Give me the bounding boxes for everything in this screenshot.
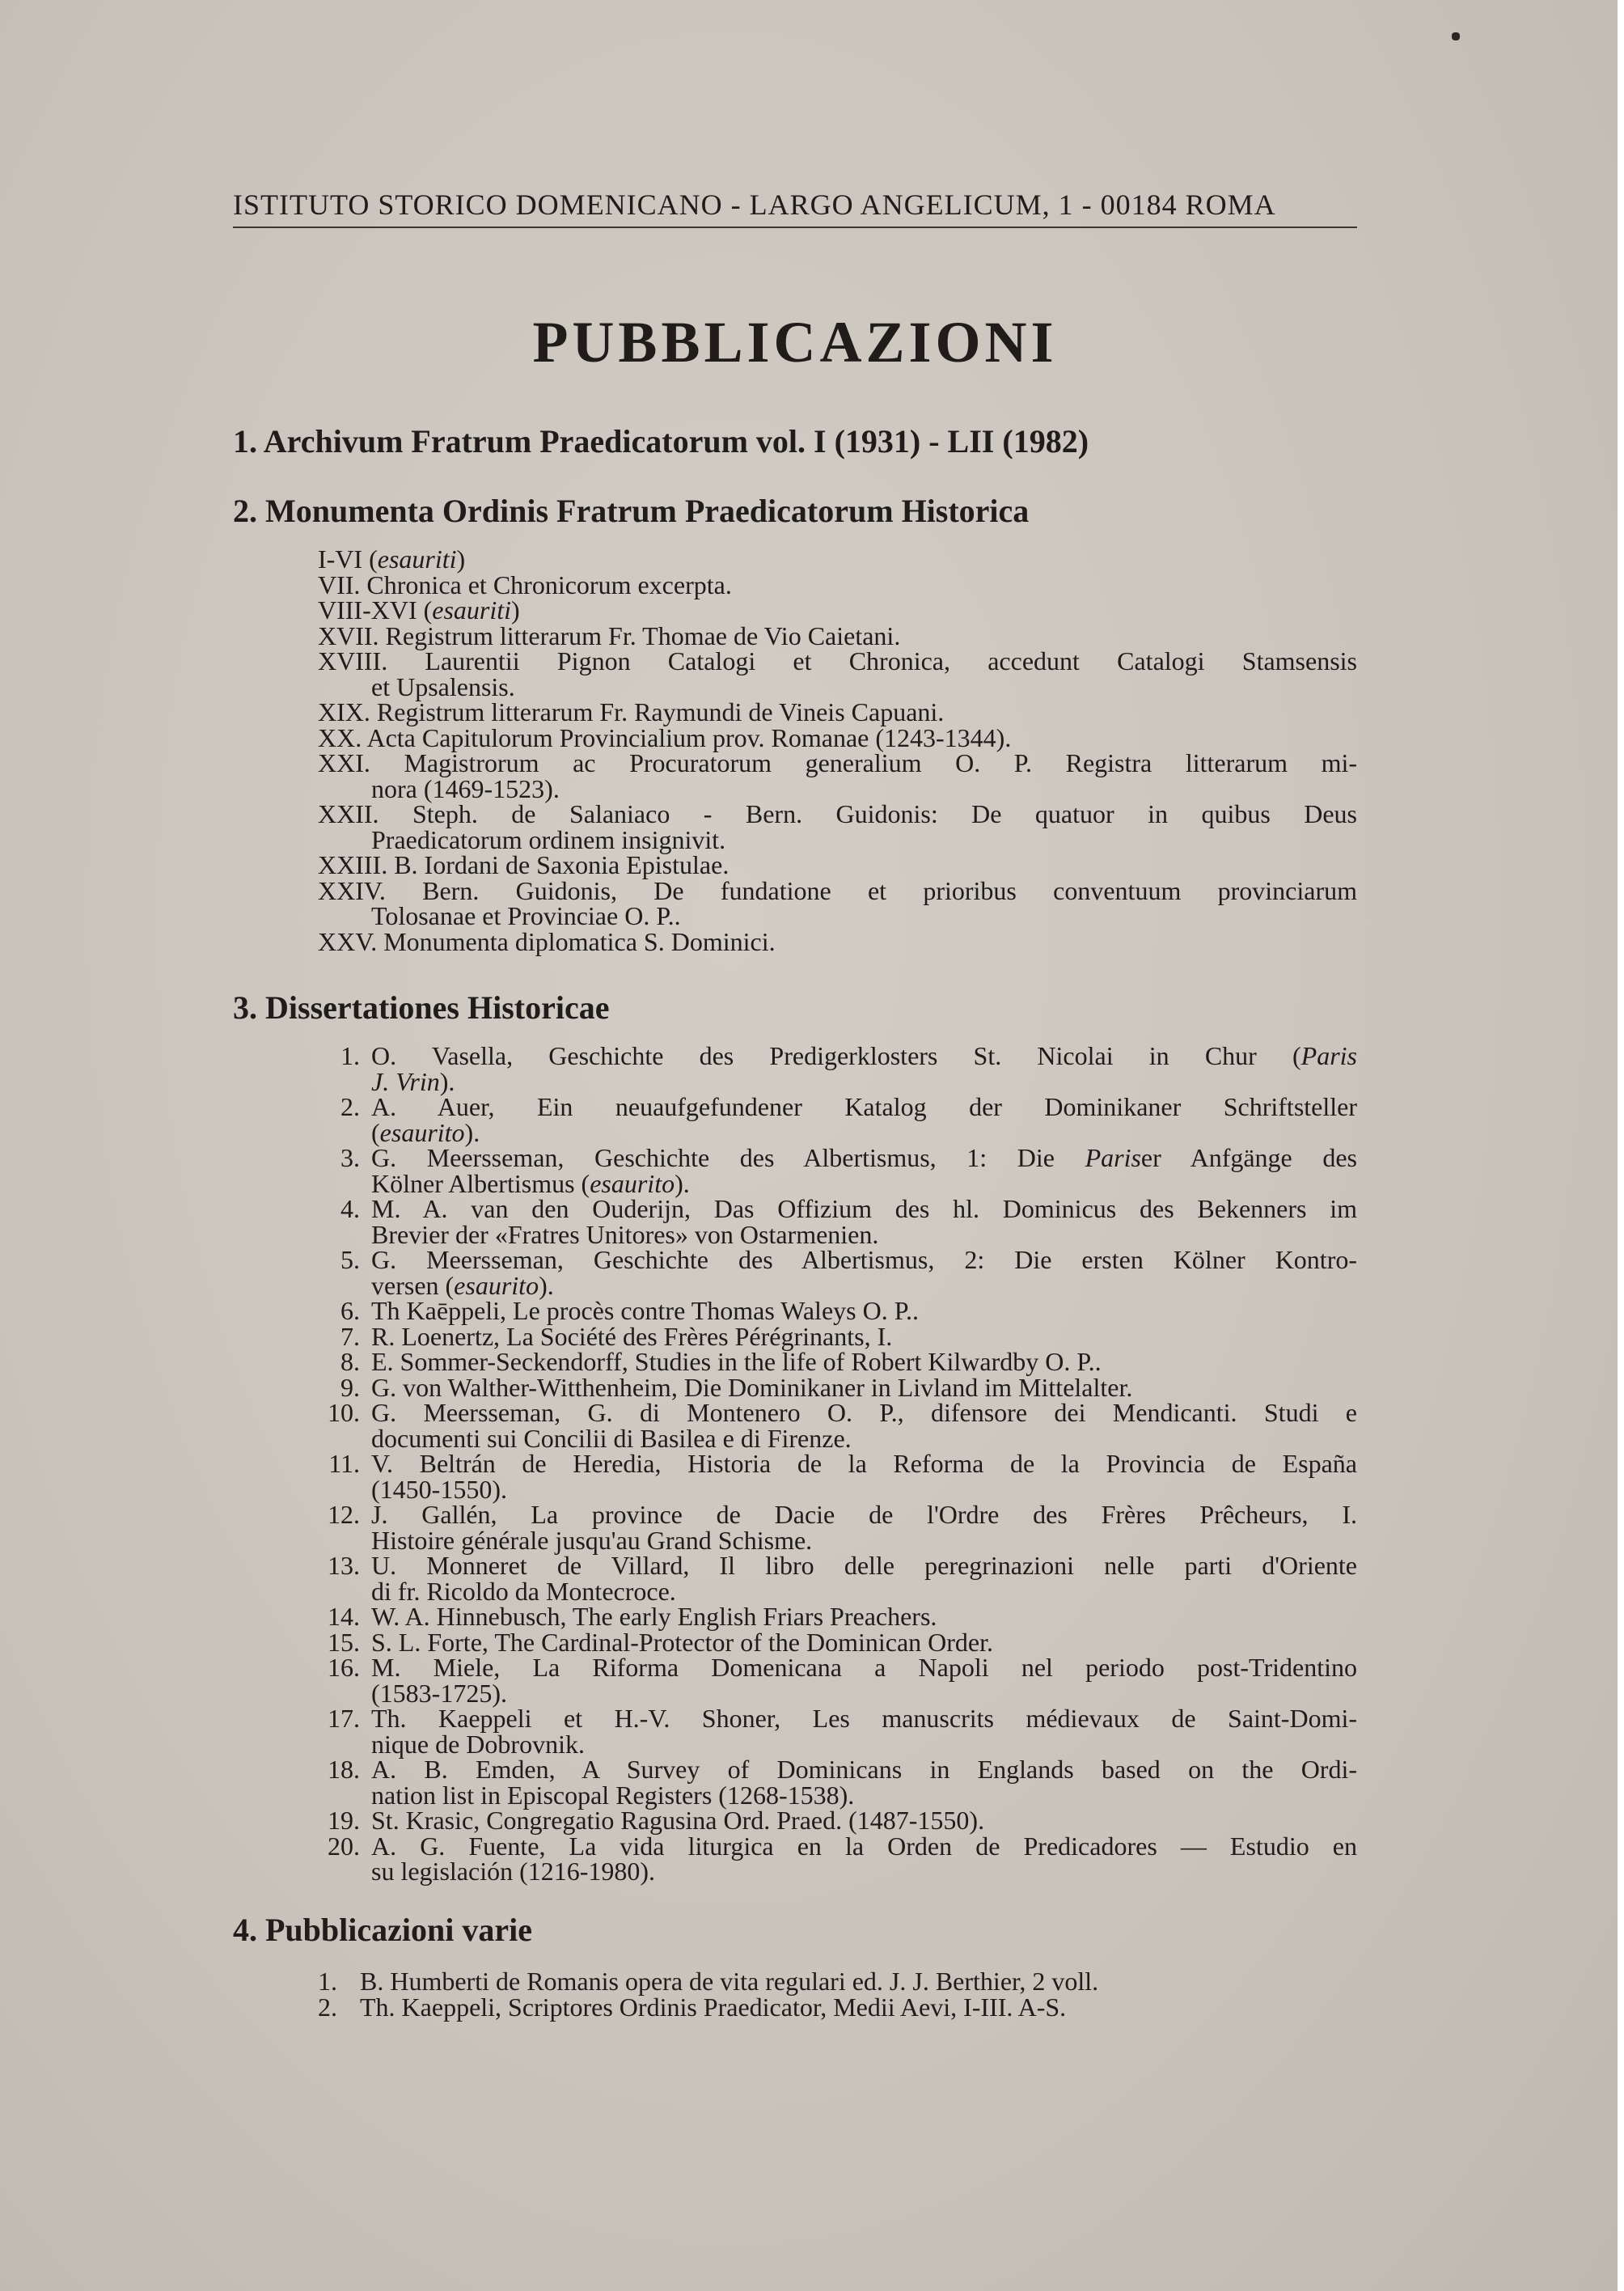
section-4-heading: 4. Pubblicazioni varie	[233, 1912, 532, 1948]
item-number: 13.	[328, 1551, 360, 1580]
item-text-continuation: Brevier der «Fratres Unitores» von Ostarmenien.	[371, 1219, 879, 1249]
list-item	[318, 1372, 1357, 1402]
list-item	[318, 1553, 1357, 1579]
list-item	[318, 1041, 1357, 1070]
list-item	[318, 1655, 1357, 1681]
item-text: W. A. Hinnebusch, The early English Friars Preachers.	[371, 1602, 937, 1631]
item-text: V. Beltrán de Heredia, Historia de la Reforma de la Provincia de España	[371, 1449, 1357, 1478]
item-number: 3.	[340, 1143, 360, 1172]
item-number: 17.	[328, 1704, 360, 1733]
list-item	[318, 1808, 1357, 1834]
item-text: M. A. van den Ouderijn, Das Offizium des hl. Dominicus des Bekenners im	[371, 1194, 1357, 1223]
item-text-continuation: (1583-1725).	[371, 1678, 507, 1708]
item-number: 2.	[340, 1092, 360, 1121]
section-2-list	[318, 544, 1357, 956]
item-text: E. Sommer-Seckendorff, Studies in the life of Robert Kilwardby O. P..	[371, 1347, 1102, 1376]
list-item: XVII. Registrum litterarum Fr. Thomae de Vio Caietani.	[318, 620, 901, 650]
list-item	[318, 1604, 1357, 1630]
list-item: XX. Acta Capitulorum Provincialium prov. Romanae (1243-1344).	[318, 722, 1012, 752]
item-number: 18.	[328, 1755, 360, 1784]
item-text: J. Gallén, La province de Dacie de l'Ordre des Frères Prêcheurs, I.	[371, 1500, 1357, 1529]
item-number: 14.	[328, 1602, 360, 1631]
list-item-continuation: Tolosanae et Provinciae O. P..	[371, 901, 681, 930]
list-item	[318, 1349, 1357, 1375]
item-number: 10.	[328, 1398, 360, 1427]
item-text: G. Meersseman, Geschichte des Albertismus, 1: Die Pariser Anfgänge des	[371, 1143, 1358, 1172]
list-item	[318, 1627, 1357, 1657]
publisher-header	[233, 188, 1357, 228]
list-item	[318, 1247, 1357, 1273]
item-text-continuation: versen (esaurito).	[371, 1270, 554, 1300]
list-item	[318, 1502, 1357, 1528]
item-text: O. Vasella, Geschichte des Predigerklosters St. Nicolai in Chur (Paris	[371, 1041, 1357, 1070]
item-number: 12.	[328, 1500, 360, 1529]
item-text-continuation: nique de Dobrovnik.	[371, 1729, 585, 1759]
item-number: 19.	[328, 1806, 360, 1835]
list-item-continuation: nora (1469-1523).	[371, 773, 560, 803]
item-number: 6.	[340, 1296, 360, 1325]
item-text-continuation: (esaurito).	[371, 1117, 480, 1147]
list-item: XIX. Registrum litterarum Fr. Raymundi de Vineis Capuani.	[318, 697, 945, 726]
list-item-continuation: Praedicatorum ordinem insignivit.	[371, 824, 726, 854]
item-text-continuation: Kölner Albertismus (esaurito).	[371, 1168, 690, 1198]
item-text: G. Meersseman, Geschichte des Albertismus, 2: Die ersten Kölner Kontro-	[371, 1245, 1357, 1274]
list-item: VIII-XVI (esauriti)	[318, 595, 520, 625]
item-text-continuation: Histoire générale jusqu'au Grand Schisme.	[371, 1525, 813, 1555]
list-item: XXIV. Bern. Guidonis, De fundatione et prioribus conventuum provinciarum	[318, 875, 1357, 905]
item-number: 1.	[318, 1967, 337, 1996]
item-text: A. Auer, Ein neuaufgefundener Katalog der Dominikaner Schriftsteller	[371, 1092, 1357, 1121]
item-text: St. Krasic, Congregatio Ragusina Ord. Praed. (1487-1550).	[371, 1806, 985, 1835]
item-text: U. Monneret de Villard, Il libro delle peregrinazioni nelle parti d'Oriente	[371, 1551, 1357, 1580]
item-number: 8.	[340, 1347, 360, 1376]
list-item: I-VI (esauriti)	[318, 544, 466, 574]
list-item	[318, 1092, 1357, 1121]
publisher-address: ISTITUTO STORICO DOMENICANO - LARGO ANGELICUM, 1 - 00184 ROMA	[233, 188, 1276, 221]
list-item: XXII. Steph. de Salaniaco - Bern. Guidonis: De quatuor in quibus Deus	[318, 799, 1357, 828]
item-number: 16.	[328, 1653, 360, 1682]
list-item	[318, 1196, 1357, 1222]
list-item: XXIII. B. Iordani de Saxonia Epistulae.	[318, 850, 730, 879]
item-text-continuation: (1450-1550).	[371, 1474, 507, 1504]
item-number: 2.	[318, 1992, 337, 2022]
item-number: 1.	[340, 1041, 360, 1070]
item-text: Th Kaēppeli, Le procès contre Thomas Waleys O. P..	[371, 1296, 919, 1325]
list-item	[318, 1298, 1357, 1324]
item-text: S. L. Forte, The Cardinal-Protector of the Dominican Order.	[371, 1627, 993, 1657]
section-3-heading: 3. Dissertationes Historicae	[233, 989, 610, 1026]
list-item	[318, 1321, 1357, 1351]
item-text: R. Loenertz, La Société des Frères Pérégrinants, I.	[371, 1321, 893, 1351]
item-number: 15.	[328, 1627, 360, 1657]
item-number: 4.	[340, 1194, 360, 1223]
page-title: PUBBLICAZIONI	[532, 310, 1058, 375]
list-item	[318, 1969, 1357, 1995]
list-item: XXV. Monumenta diplomatica S. Dominici.	[318, 926, 776, 956]
list-item: VII. Chronica et Chronicorum excerpta.	[318, 570, 732, 599]
item-text-continuation: documenti sui Concilii di Basilea e di Firenze.	[371, 1423, 852, 1453]
list-item	[318, 1831, 1357, 1861]
item-text: A. B. Emden, A Survey of Dominicans in Englands based on the Ordi-	[371, 1755, 1357, 1784]
item-text-continuation: su legislación (1216-1980).	[371, 1857, 656, 1886]
item-number: 11.	[328, 1449, 360, 1478]
item-text: Th. Kaeppeli et H.-V. Shoner, Les manuscrits médievaux de Saint-Domi-	[371, 1704, 1357, 1733]
list-item	[318, 1451, 1357, 1477]
list-item: XXI. Magistrorum ac Procuratorum generalium O. P. Registra litterarum mi-	[318, 748, 1357, 777]
item-number: 9.	[340, 1372, 360, 1402]
item-text: M. Miele, La Riforma Domenicana a Napoli nel periodo post-Tridentino	[371, 1653, 1357, 1682]
item-text: B. Humberti de Romanis opera de vita regulari ed. J. J. Berthier, 2 voll.	[360, 1967, 1099, 1996]
ink-speck	[1452, 32, 1460, 40]
item-number: 5.	[340, 1245, 360, 1274]
section-1-heading: 1. Archivum Fratrum Praedicatorum vol. I (1931) - LII (1982)	[233, 423, 1089, 459]
list-item: XVIII. Laurentii Pignon Catalogi et Chronica, accedunt Catalogi Stamsensis	[318, 646, 1357, 675]
item-text: G. Meersseman, G. di Montenero O. P., difensore dei Mendicanti. Studi e	[371, 1398, 1357, 1427]
item-text: G. von Walther-Witthenheim, Die Dominikaner in Livland im Mittelalter.	[371, 1372, 1133, 1402]
list-item	[318, 1757, 1357, 1783]
section-4-list	[318, 1969, 1357, 2020]
list-item	[318, 1992, 1357, 2022]
item-text: A. G. Fuente, La vida liturgica en la Orden de Predicadores — Estudio en	[371, 1831, 1357, 1861]
list-item	[318, 1400, 1357, 1426]
list-item	[318, 1706, 1357, 1732]
item-text: Th. Kaeppeli, Scriptores Ordinis Praedicator, Medii Aevi, I-III. A-S.	[360, 1992, 1067, 2022]
item-text-continuation: nation list in Episcopal Registers (1268-1538).	[371, 1780, 855, 1810]
item-number: 20.	[328, 1831, 360, 1861]
item-text-continuation: di fr. Ricoldo da Montecroce.	[371, 1576, 676, 1606]
list-item	[318, 1143, 1358, 1172]
list-item-continuation: et Upsalensis.	[371, 671, 515, 701]
section-3-list	[318, 1041, 1358, 1886]
item-text-continuation: J. Vrin).	[371, 1066, 455, 1096]
item-number: 7.	[340, 1321, 360, 1351]
section-2-heading: 2. Monumenta Ordinis Fratrum Praedicatorum Historica	[233, 493, 1030, 529]
